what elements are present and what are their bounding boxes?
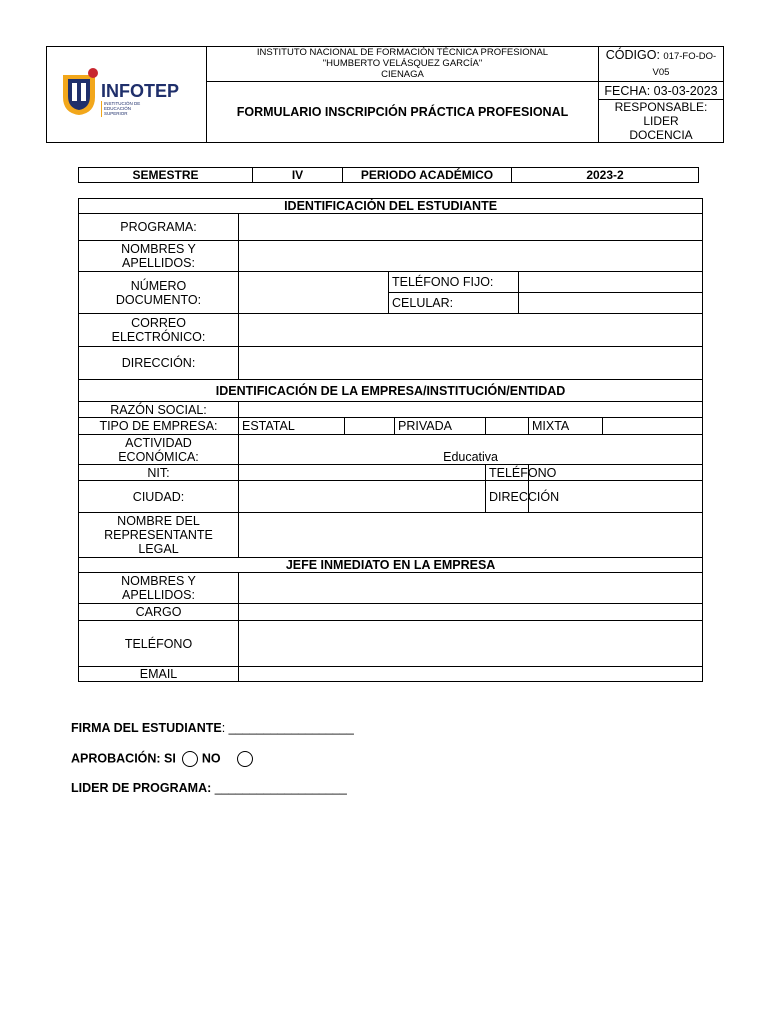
legal-rep-label [79,513,239,558]
student-names-label-1: NOMBRES Y [121,242,196,256]
student-signature-label: FIRMA DEL ESTUDIANTE [71,721,222,735]
institution-line-1: INSTITUTO NACIONAL DE FORMACIÓN TÉCNICA PROFESIONAL [256,47,549,58]
date-cell: FECHA: 03-03-2023 [599,82,724,100]
program-leader-signature [71,781,347,795]
economic-activity-label-2: ECONÓMICA: [118,449,199,464]
programa-label: PROGRAMA: [79,214,239,241]
boss-names-label-1: NOMBRES Y [121,574,196,588]
student-names-field[interactable] [239,241,703,272]
legal-rep-label-1: NOMBRE DEL [117,514,200,528]
student-signature-line[interactable]: : __________________ [221,721,354,735]
boss-phone-label: TELÉFONO [79,621,239,667]
institution-line-2: "HUMBERTO VELÁSQUEZ GARCÍA" [322,58,483,69]
programa-field[interactable] [239,214,703,241]
period-value[interactable]: 2023-2 [512,168,699,183]
period-label: PERIODO ACADÉMICO [343,168,512,183]
logo-tagline-1: INSTITUCIÓN DE [103,101,140,106]
document-number-label-2: DOCUMENTO: [115,292,202,307]
type-privada-label: PRIVADA [395,418,486,435]
business-name-field[interactable] [239,402,703,418]
email-label-2: ELECTRÓNICO: [111,330,206,344]
institution-line-3: CIENAGA [381,69,424,80]
logo-name: INFOTEP [100,81,179,101]
company-section-title: IDENTIFICACIÓN DE LA EMPRESA/INSTITUCIÓN/ENTIDAD [79,380,703,402]
document-header [46,46,724,143]
type-estatal-label: ESTATAL [239,418,345,435]
email-label-1: CORREO [131,316,186,330]
nit-field[interactable] [239,465,486,481]
code-label: CÓDIGO: [605,48,660,62]
document-number-field[interactable] [239,272,389,314]
semester-label: SEMESTRE [79,168,253,183]
cellphone-field[interactable] [519,293,703,314]
city-label: CIUDAD: [79,481,239,513]
student-signature [71,721,354,735]
logo-bar-right [81,83,86,101]
logo-dot [88,68,98,78]
email-label [79,314,239,347]
student-section-title: IDENTIFICACIÓN DEL ESTUDIANTE [79,199,703,214]
company-type-label: TIPO DE EMPRESA: [79,418,239,435]
company-address-label: DIRECCIÓN [486,481,529,513]
approval-row [71,751,257,767]
code-value: 017-FO-DO-V05 [652,51,717,78]
boss-position-field[interactable] [239,604,703,621]
document-number-label [79,272,239,314]
boss-names-label [79,573,239,604]
student-names-label [79,241,239,272]
registration-form [78,198,703,682]
landline-field[interactable] [519,272,703,293]
logo-bar-left [72,83,77,101]
boss-email-label: EMAIL [79,667,239,682]
student-address-field[interactable] [239,347,703,380]
approval-si-radio[interactable] [182,751,198,767]
boss-names-field[interactable] [239,573,703,604]
semester-value[interactable]: IV [253,168,343,183]
email-field[interactable] [239,314,703,347]
approval-no-label: NO [201,751,221,766]
economic-activity-label-1: ACTIVIDAD [125,435,192,450]
company-phone-label: TELÉFONO [486,465,529,481]
logo-tagline-2: EDUCACIÓN [103,106,131,111]
program-leader-line[interactable]: ___________________ [211,781,347,795]
boss-names-label-2: APELLIDOS: [122,588,195,602]
legal-rep-field[interactable] [239,513,703,558]
logo-tagline-3: SUPERIOR [103,111,128,116]
boss-phone-field[interactable] [239,621,703,667]
logo-shield-inner [68,79,90,110]
approval-no-radio[interactable] [237,751,253,767]
approval-si-label: APROBACIÓN: SI [71,751,176,766]
cellphone-label: CELULAR: [389,293,519,314]
landline-label: TELÉFONO FIJO: [389,272,519,293]
semester-bar [78,167,699,183]
logo-divider [101,101,102,117]
city-field[interactable] [239,481,486,513]
document-number-label-1: NÚMERO [130,278,187,293]
program-leader-label: LIDER DE PROGRAMA: [71,781,212,795]
business-name-label: RAZÓN SOCIAL: [79,402,239,418]
responsible-cell [599,100,724,143]
logo-cell [47,47,207,143]
type-mixta-label: MIXTA [529,418,603,435]
boss-section-title: JEFE INMEDIATO EN LA EMPRESA [79,558,703,573]
infotep-logo [57,63,197,123]
responsible-line-1: RESPONSABLE: LIDER [614,100,708,128]
economic-activity-label [79,435,239,465]
type-privada-box[interactable] [486,418,529,435]
nit-label: NIT: [79,465,239,481]
type-estatal-box[interactable] [345,418,395,435]
form-title: FORMULARIO INSCRIPCIÓN PRÁCTICA PROFESIONAL [207,82,599,143]
boss-email-field[interactable] [239,667,703,682]
legal-rep-label-2: REPRESENTANTE [104,528,213,542]
economic-activity-field[interactable]: Educativa [239,435,703,465]
legal-rep-label-3: LEGAL [138,542,179,556]
responsible-line-2: DOCENCIA [629,128,693,142]
student-address-label: DIRECCIÓN: [79,347,239,380]
student-names-label-2: APELLIDOS: [122,256,195,270]
type-mixta-box[interactable] [603,418,703,435]
boss-position-label: CARGO [79,604,239,621]
code-cell [599,47,724,82]
institution-name [207,47,599,82]
